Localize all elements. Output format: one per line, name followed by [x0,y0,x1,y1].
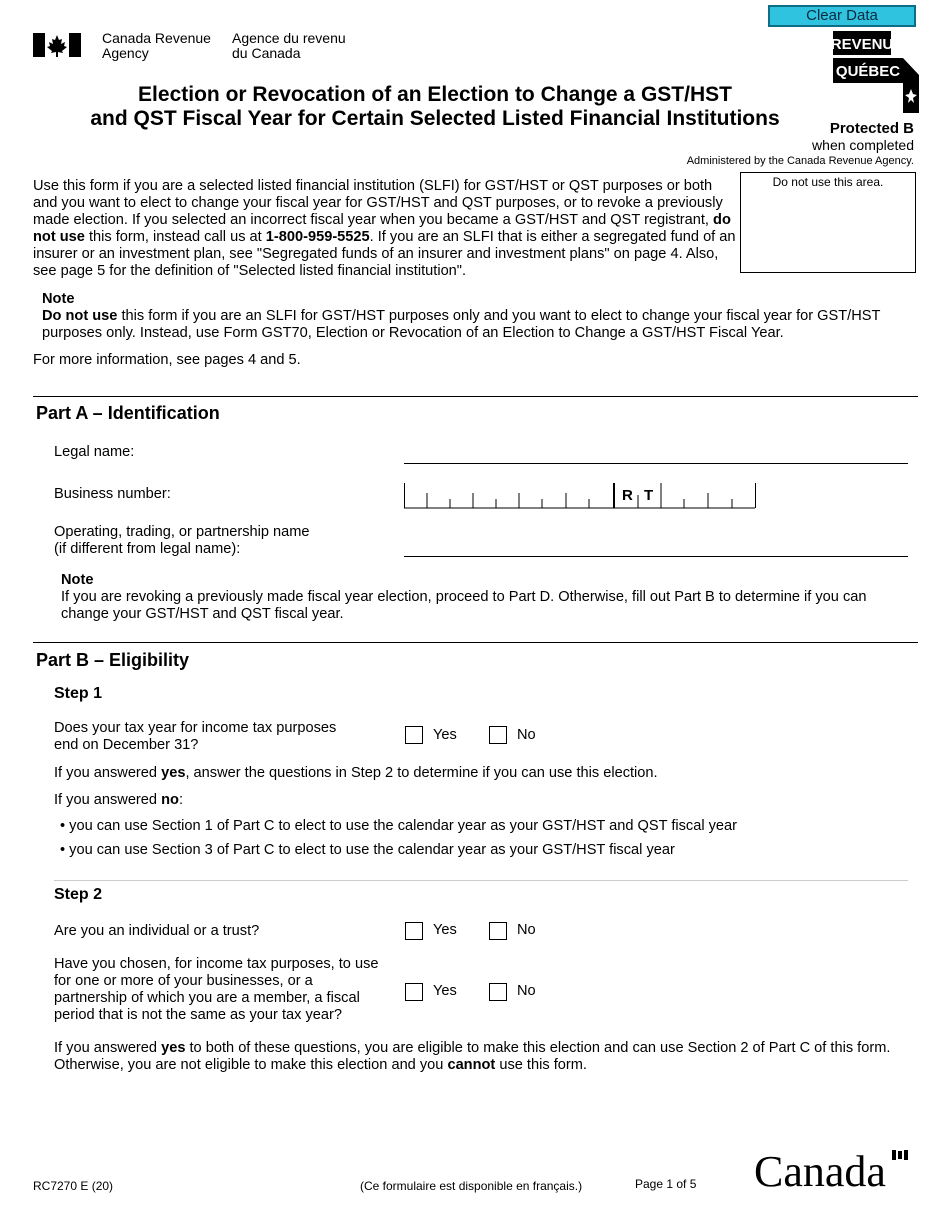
if-no-text: If you answered no: [54,792,183,808]
rq-word-revenu: REVENU [833,36,894,53]
more-info-text: For more information, see pages 4 and 5. [33,352,301,368]
protected-label: Protected B when completed Administered by the Canada Revenue Agency. [686,120,914,167]
intro-note: Note Do not use this form if you are an SLFI for GST/HST purposes only and you want to elect to change your fiscal year for GST/HST purposes only. Instead, use Form GST70, Election or Revocation of an Election to Change a GST/HST Fiscal Year. [42,291,881,341]
legal-name-field[interactable] [404,463,908,464]
page-number: Page 1 of 5 [635,1177,697,1191]
form-title: Election or Revocation of an Election to Change a GST/HST and QST Fiscal Year for Certain Selected Listed Financial Institutions [90,83,780,130]
business-number-field[interactable] [404,483,756,514]
q3-no-checkbox[interactable] [489,983,507,1001]
q1-yes-checkbox[interactable] [405,726,423,744]
do-not-use-area: Do not use this area. [740,172,916,273]
canada-wordmark [752,1144,912,1192]
list-item: • you can use Section 3 of Part C to elect to use the calendar year as your GST/HST fiscal year [60,842,675,858]
agency-name-fr: Agence du revenu du Canada [232,30,346,61]
legal-name-label: Legal name: [54,444,135,460]
question-3: Have you chosen, for income tax purposes, to use for one or more of your businesses, or a partnership of which you are a member, a fiscal period that is not the same as your tax year? [54,956,379,1023]
question-1: Does your tax year for income tax purposes end on December 31? [54,720,337,753]
rt-letter-t: T [644,487,654,504]
french-availability-note: (Ce formulaire est disponible en français.) [360,1179,583,1193]
q2-no-checkbox[interactable] [489,922,507,940]
q1-no-checkbox[interactable] [489,726,507,744]
question-2: Are you an individual or a trust? [54,923,260,939]
rq-word-quebec: QUÉBEC [835,63,901,80]
q1-no-label: No [517,727,536,743]
operating-name-label: Operating, trading, or partnership name (if different from legal name): [54,524,310,557]
divider [33,396,918,397]
q2-no-label: No [517,922,536,938]
clear-data-button[interactable]: Clear Data [768,5,916,27]
divider [33,642,918,643]
rt-letter-r: R [622,487,633,504]
operating-name-field[interactable] [404,556,908,557]
agency-name-en: Canada Revenue Agency [102,30,211,61]
q3-yes-label: Yes [433,983,457,999]
revenu-quebec-logo [833,31,919,113]
step-1-heading: Step 1 [54,685,103,702]
part-b-title: Part B – Eligibility [36,650,190,670]
canada-flag-icon [33,33,81,57]
business-number-label: Business number: [54,486,171,502]
eligibility-result-text: If you answered yes to both of these questions, you are eligible to make this election and can use Section 2 of Part C of this form. Otherwise, you are not eligible to make this election and you cannot use this form. [54,1040,891,1073]
q3-no-label: No [517,983,536,999]
step-2-heading: Step 2 [54,886,103,903]
form-id: RC7270 E (20) [33,1179,114,1193]
divider [54,880,908,881]
part-a-title: Part A – Identification [36,403,220,423]
part-a-note: Note If you are revoking a previously made fiscal year election, proceed to Part D. Otherwise, fill out Part B to determine if you can change your GST/HST and QST fiscal year. [61,572,867,622]
q2-yes-checkbox[interactable] [405,922,423,940]
intro-paragraph: Use this form if you are a selected listed financial institution (SLFI) for GST/HST or QST purposes or both and you want to elect to change your fiscal year for GST/HST and QST purposes, or to revoke a previously made election. If you selected an incorrect fiscal year when you became a GST/HST and QST registrant, do not use this form, instead call us at 1-800-959-5525. If you are an SLFI that is either a segregated fund of an insurer or an investment plan, see "Segregated funds of an insurer and investment plans" on page 4. Also, see page 5 for the definition of "Selected listed financial institution". [33,178,736,279]
q3-yes-checkbox[interactable] [405,983,423,1001]
if-yes-text: If you answered yes, answer the questions in Step 2 to determine if you can use this election. [54,765,658,781]
q1-yes-label: Yes [433,727,457,743]
canada-wordmark-text: Canada [754,1147,886,1192]
list-item: • you can use Section 1 of Part C to elect to use the calendar year as your GST/HST and QST fiscal year [60,818,738,834]
q2-yes-label: Yes [433,922,457,938]
